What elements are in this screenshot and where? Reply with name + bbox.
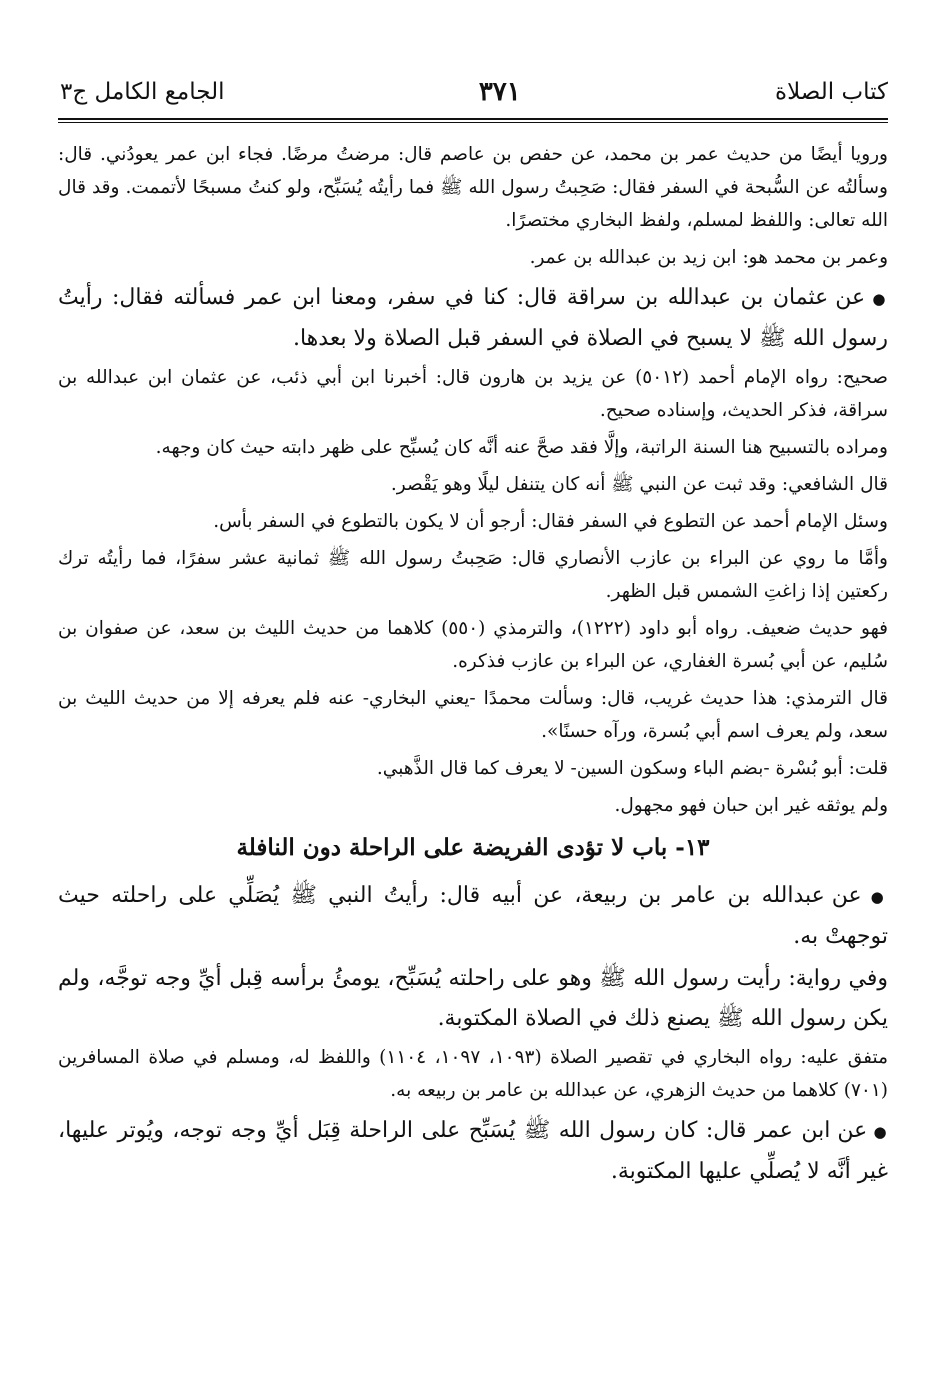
paragraph: قلت: أبو بُسْرة -بضم الباء وسكون السين- لا يعرف كما قال الذَّهبي. — [376, 758, 888, 779]
paragraph: فهو حديث ضعيف. رواه أبو داود (١٢٢٢)، والترمذي (٥٥٠) كلاهما من حديث الليث بن سعد، عن صفوان بن سُليم، عن أبي بُسرة الغفاري، عن البراء بن عازب فذكره. — [58, 618, 888, 672]
header-rule — [58, 118, 888, 120]
header-book-title: كتاب الصلاة — [775, 79, 888, 105]
chapter-heading: ١٣- باب لا تؤدى الفريضة على الراحلة دون النافلة — [236, 834, 710, 861]
paragraph: ورويا أيضًا من حديث عمر بن محمد، عن حفص بن عاصم قال: مرضتُ مرضًا. فجاء ابن عمر يعودُني. قال: وسألتُه عن السُّبحة في السفر فقال: صَحِبتُ رسول الله ﷺ فما رأيتُه يُسَبِّح، ولو كنتُ مسبحًا لأتممت. وقد قال الله تعالى: واللفظ لمسلم، ولفظ البخاري مختصرًا. — [58, 144, 888, 231]
page-body — [58, 138, 888, 1194]
paragraph: قال الشافعي: وقد ثبت عن النبي ﷺ أنه كان يتنفل ليلًا وهو يَقْصر. — [390, 474, 888, 495]
paragraph: وعمر بن محمد هو: ابن زيد بن عبدالله بن عمر. — [529, 247, 888, 268]
paragraph: ومراده بالتسبيح هنا السنة الراتبة، وإلَّا فقد صحَّ عنه أنَّه كان يُسبِّح على ظهر دابته حيث كان وجهه. — [155, 437, 888, 458]
paragraph: متفق عليه: رواه البخاري في تقصير الصلاة (١٠٩٣، ١٠٩٧، ١١٠٤) واللفظ له، ومسلم في صلاة المسافرين (٧٠١) كلاهما من حديث الزهري، عن عبدالله بن عامر بن ربيعه به. — [58, 1047, 889, 1101]
hadith-text: ● عن عبدالله بن عامر بن ربيعة، عن أبيه قال: رأيتُ النبي ﷺ يُصَلِّي على راحلته حيث توجهتْ به. — [58, 876, 888, 957]
hadith-text: ● عن ابن عمر قال: كان رسول الله ﷺ يُسَبِّح على الراحلة قِبَل أيِّ وجه توجه، ويُوتر عليها، غير أنَّه لا يُصلِّي عليها المكتوبة. — [58, 1111, 888, 1192]
paragraph: وأمَّا ما روي عن البراء بن عازب الأنصاري قال: صَحِبتُ رسول الله ﷺ ثمانية عشر سفرًا، فما رأيتُه ترك ركعتين إذا زاغتِ الشمس قبل الظهر. — [58, 548, 888, 602]
header-volume-title: الجامع الكامل ج٣ — [60, 79, 225, 105]
paragraph: قال الترمذي: هذا حديث غريب، قال: وسألت محمدًا -يعني البخاري- عنه فلم يعرفه إلا من حديث الليث بن سعد، ولم يعرف اسم أبي بُسرة، ورآه حسنًا». — [58, 688, 888, 742]
running-header — [60, 72, 888, 112]
hadith-text: ● عن عثمان بن عبدالله بن سراقة قال: كنا في سفر، ومعنا ابن عمر فسألته فقال: رأيتُ رسول الله ﷺ لا يسبح في الصلاة في السفر قبل الصلاة ولا بعدها. — [58, 278, 888, 359]
hadith-text: وفي رواية: رأيت رسول الله ﷺ وهو على راحلته يُسَبِّح، يومئُ برأسه قِبل أيِّ وجه توجَّه، ولم يكن رسول الله ﷺ يصنع ذلك في الصلاة المكتوبة. — [58, 966, 888, 1031]
paragraph: وسئل الإمام أحمد عن التطوع في السفر فقال: أرجو أن لا يكون بالتطوع في السفر بأس. — [213, 511, 888, 532]
page-number: ٣٧١ — [478, 77, 521, 107]
paragraph: ولم يوثقه غير ابن حبان فهو مجهول. — [614, 795, 888, 816]
paragraph: صحيح: رواه الإمام أحمد (٥٠١٢) عن يزيد بن هارون قال: أخبرنا ابن أبي ذئب، عن عثمان ابن عبدالله بن سراقة، فذكر الحديث، وإسناده صحيح. — [58, 367, 888, 421]
header-rule-thin — [58, 122, 888, 123]
